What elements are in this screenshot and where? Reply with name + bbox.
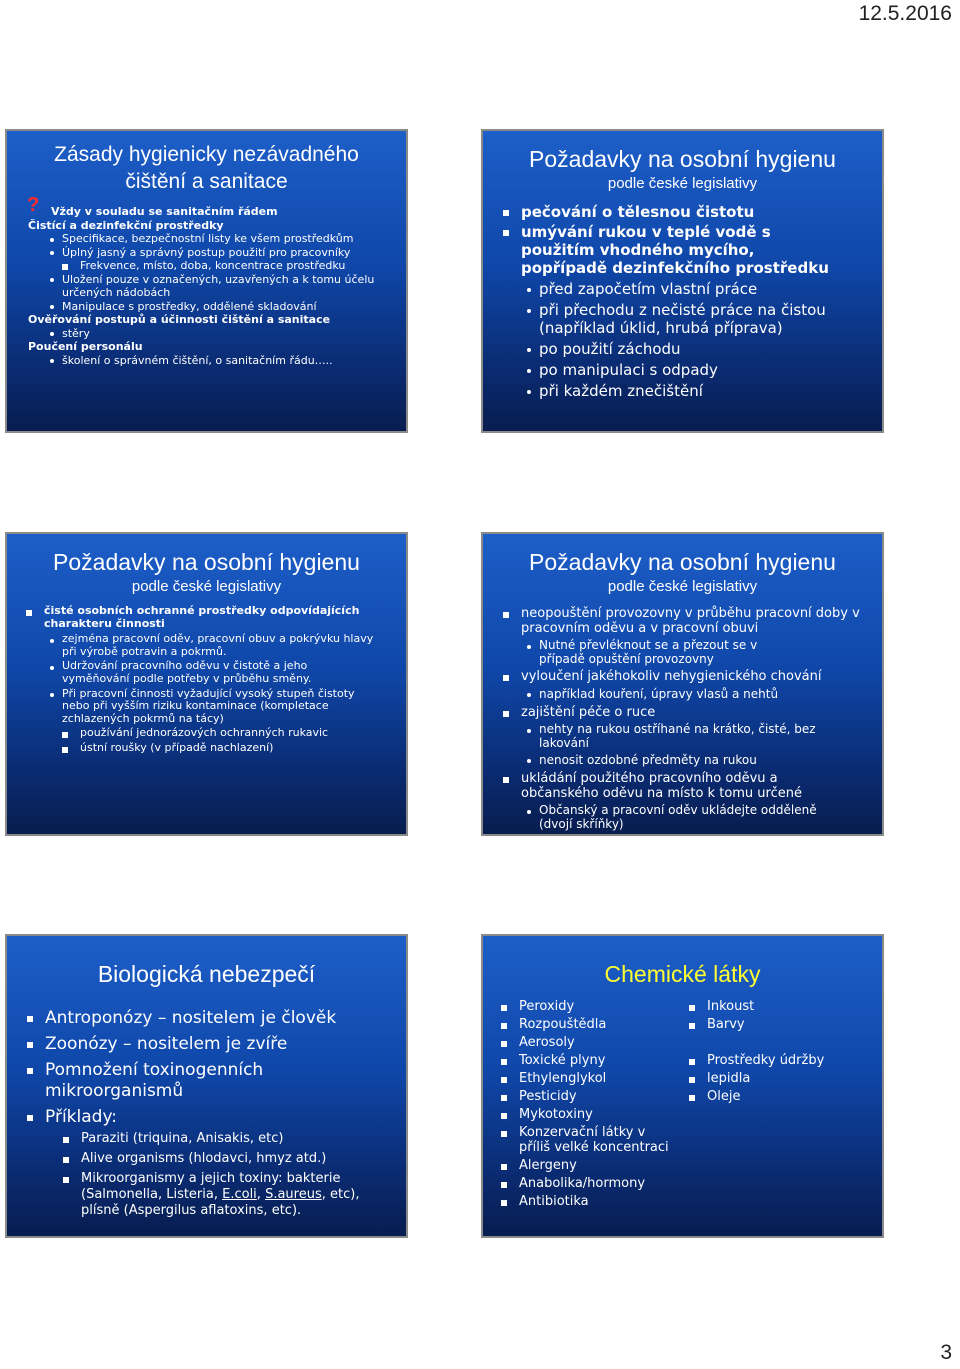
item-text: Občanský a pracovní oděv ukládejte odděleně (dvojí skříňky): [539, 803, 817, 831]
page-number: 3: [940, 1341, 952, 1364]
item-text: ,: [256, 1187, 266, 1202]
item-text: Antroponózy – nositelem je člověk: [45, 1008, 337, 1028]
list-item: [80, 742, 406, 755]
link-saureus: S.aureus: [265, 1187, 322, 1202]
item-text: Alive organisms (hlodavci, hmyz atd.): [81, 1151, 327, 1166]
item-text: Manipulace s prostředky, oddělené skladování: [62, 299, 317, 313]
list-item: [539, 361, 882, 379]
item-text: Specifikace, bezpečnostní listy ke všem prostředkům: [62, 232, 354, 245]
slide-title: Požadavky na osobní hygienu: [53, 549, 360, 575]
item-text: ukládání použitého pracovního oděvu a občanského oděvu na místo k tomu určené: [521, 771, 802, 801]
item-text: Mykotoxiny: [519, 1107, 593, 1122]
list-item: Vždy v souladu se sanitačním řádem: [51, 205, 278, 218]
list-item: [521, 669, 882, 684]
slide-title: Biologická nebezpečí: [97, 961, 316, 987]
list-item: [62, 246, 406, 260]
list-item: [519, 1035, 689, 1050]
list-item: [707, 1017, 877, 1032]
slide-title: Požadavky na osobní hygienu: [529, 549, 836, 575]
link-ecoli: E.coli: [222, 1187, 257, 1202]
list-item: [519, 1158, 689, 1173]
list-item: Čistící a dezinfekční prostředky: [28, 218, 224, 232]
slide-subtitle: podle české legislativy: [607, 175, 758, 192]
list-item: [45, 1107, 406, 1128]
list-item: [519, 1089, 689, 1104]
item-text: Toxické plyny: [519, 1053, 606, 1068]
list-item: [519, 1107, 689, 1122]
list-item: [519, 1071, 689, 1086]
item-text: Barvy: [707, 1017, 745, 1032]
list-item: [62, 688, 370, 726]
item-text: Konzervační látky v příliš velké koncentraci: [519, 1125, 669, 1155]
list-item: [62, 660, 346, 685]
item-text: Peroxidy: [519, 999, 575, 1014]
list-item: [539, 804, 822, 831]
item-text: Ethylenglykol: [519, 1071, 607, 1086]
item-text: po použití záchodu: [539, 340, 681, 358]
list-item: [519, 1176, 689, 1191]
slide-title: Chemické látky: [604, 961, 761, 987]
list-item: [80, 727, 406, 740]
slide-hygiene-principles: [5, 129, 408, 433]
item-text: Aerosoly: [519, 1035, 575, 1050]
list-item: [521, 771, 822, 801]
item-text: Rozpouštědla: [519, 1017, 607, 1032]
item-text: nenosit ozdobné předměty na rukou: [539, 753, 757, 767]
item-text: Zoonózy – nositelem je zvíře: [45, 1034, 288, 1054]
list-item: [80, 259, 406, 273]
slide-subtitle: podle české legislativy: [131, 578, 282, 595]
item-text: lepidla: [707, 1071, 751, 1086]
list-item: [539, 301, 852, 337]
item-text: Při pracovní činnosti vyžadující vysoký stupeň čistoty nebo při vyšším riziku kontaminace (kompletace zchlazených pokrmů na tácy): [62, 686, 355, 725]
item-text: po manipulaci s odpady: [539, 361, 718, 379]
item-text: Paraziti (triquina, Anisakis, etc): [81, 1131, 284, 1146]
list-item: [519, 1194, 689, 1209]
list-item: [62, 633, 386, 658]
item-text: stěry: [62, 326, 90, 340]
date-header: 12.5.2016: [858, 2, 952, 25]
list-item: [707, 1089, 877, 1104]
question-mark-icon: ?: [27, 194, 40, 216]
slide-personal-hygiene-3: [481, 532, 884, 836]
list-item: [521, 223, 842, 277]
list-item: [81, 1151, 406, 1167]
item-text: školení o správném čištění, o sanitačním řádu…..: [62, 353, 333, 367]
item-text: zejména pracovní oděv, pracovní obuv a pokrývku hlavy při výrobě potravin a pokrmů.: [62, 632, 374, 658]
list-item: [62, 273, 392, 300]
list-item: [81, 1171, 386, 1219]
list-item: [707, 1071, 877, 1086]
slide-title: Požadavky na osobní hygienu: [529, 146, 836, 172]
item-text: Uložení pouze v označených, uzavřených a k tomu účelu určených nádobách: [62, 272, 375, 299]
item-text: ústní roušky (v případě nachlazení): [80, 740, 274, 754]
list-item: [62, 327, 406, 341]
item-text: používání jednorázových ochranných rukavic: [80, 726, 329, 740]
list-item: [519, 1053, 689, 1068]
list-item: [521, 606, 868, 636]
list-item: [539, 280, 882, 298]
list-item: [44, 605, 376, 630]
list-item: [521, 203, 882, 221]
item-text: Prostředky údržby: [707, 1053, 825, 1068]
slide-personal-hygiene-2: [5, 532, 408, 836]
item-text: vyloučení jakéhokoliv nehygienického chování: [521, 669, 822, 684]
slide-personal-hygiene-1: [481, 129, 884, 433]
item-text: Udržování pracovního oděvu v čistotě a jeho vyměňování podle potřeby v průběhu směny.: [62, 659, 312, 685]
list-item: [62, 232, 406, 246]
list-item: [539, 753, 882, 768]
item-text: Alergeny: [519, 1158, 577, 1173]
list-item: Poučení personálu: [28, 340, 143, 353]
item-text: umývání rukou v teplé vodě s použitím vhodného mycího, popřípadě dezinfekčního prostředku: [521, 223, 829, 277]
list-item: [45, 1008, 406, 1029]
item-text: Frekvence, místo, doba, koncentrace prostředku: [80, 259, 346, 272]
item-text: při přechodu z nečisté práce na čistou (například úklid, hrubá příprava): [539, 301, 826, 337]
list-item: [519, 1125, 669, 1155]
list-item: [521, 705, 882, 720]
list-item: [45, 1060, 286, 1102]
item-text: například kouření, úpravy vlasů a nehtů: [539, 687, 779, 701]
item-text: Pesticidy: [519, 1089, 577, 1104]
item-text: , etc), plísně (Aspergilus aflatoxins, etc).: [81, 1187, 360, 1218]
item-text: Úplný jasný a správný postup použití pro pracovníky: [62, 245, 351, 259]
list-item: [45, 1034, 406, 1055]
item-text: pečování o tělesnou čistotu: [521, 203, 755, 221]
slide-chemical-substances: [481, 934, 884, 1238]
list-item: [539, 723, 832, 750]
item-text: Inkoust: [707, 999, 755, 1014]
item-text: Mikroorganismy a jejich toxiny: bakterie (Salmonella, Listeria,: [81, 1171, 341, 1202]
list-item: Ověřování postupů a účinnosti čištění a sanitace: [28, 313, 331, 326]
list-item: [62, 300, 406, 314]
item-text: Pomnožení toxinogenních mikroorganismů: [45, 1060, 264, 1101]
item-text: Anabolika/hormony: [519, 1176, 646, 1191]
slide-subtitle: podle české legislativy: [607, 578, 758, 595]
list-item: [539, 639, 802, 666]
item-text: zajištění péče o ruce: [521, 705, 656, 720]
list-item: [539, 340, 882, 358]
item-text: neopouštění provozovny v průběhu pracovní doby v pracovním oděvu a v pracovní obuvi: [521, 606, 860, 636]
list-item: [519, 1017, 689, 1032]
item-text: nehty na rukou ostříhané na krátko, čisté, bez lakování: [539, 722, 816, 750]
item-text: při každém znečištění: [539, 382, 703, 400]
item-text: Antibiotika: [519, 1194, 589, 1209]
list-item: [707, 1053, 877, 1068]
list-item: [539, 382, 882, 400]
slide-biological-hazards: [5, 934, 408, 1238]
list-item: [539, 687, 882, 702]
list-item: [62, 354, 406, 368]
item-text: Oleje: [707, 1089, 741, 1104]
item-text: čisté osobních ochranné prostředky odpovídajících charakteru činnosti: [44, 604, 360, 630]
item-text: Nutné převléknout se a přezout se v případě opuštění provozovny: [539, 638, 758, 666]
list-item: [81, 1131, 406, 1147]
list-item: [519, 999, 689, 1014]
item-text: před započetím vlastní práce: [539, 280, 758, 298]
slide-title: Zásady hygienicky nezávadného čištění a sanitace: [54, 143, 359, 193]
item-text: Příklady:: [45, 1107, 117, 1127]
list-item: [707, 999, 877, 1014]
